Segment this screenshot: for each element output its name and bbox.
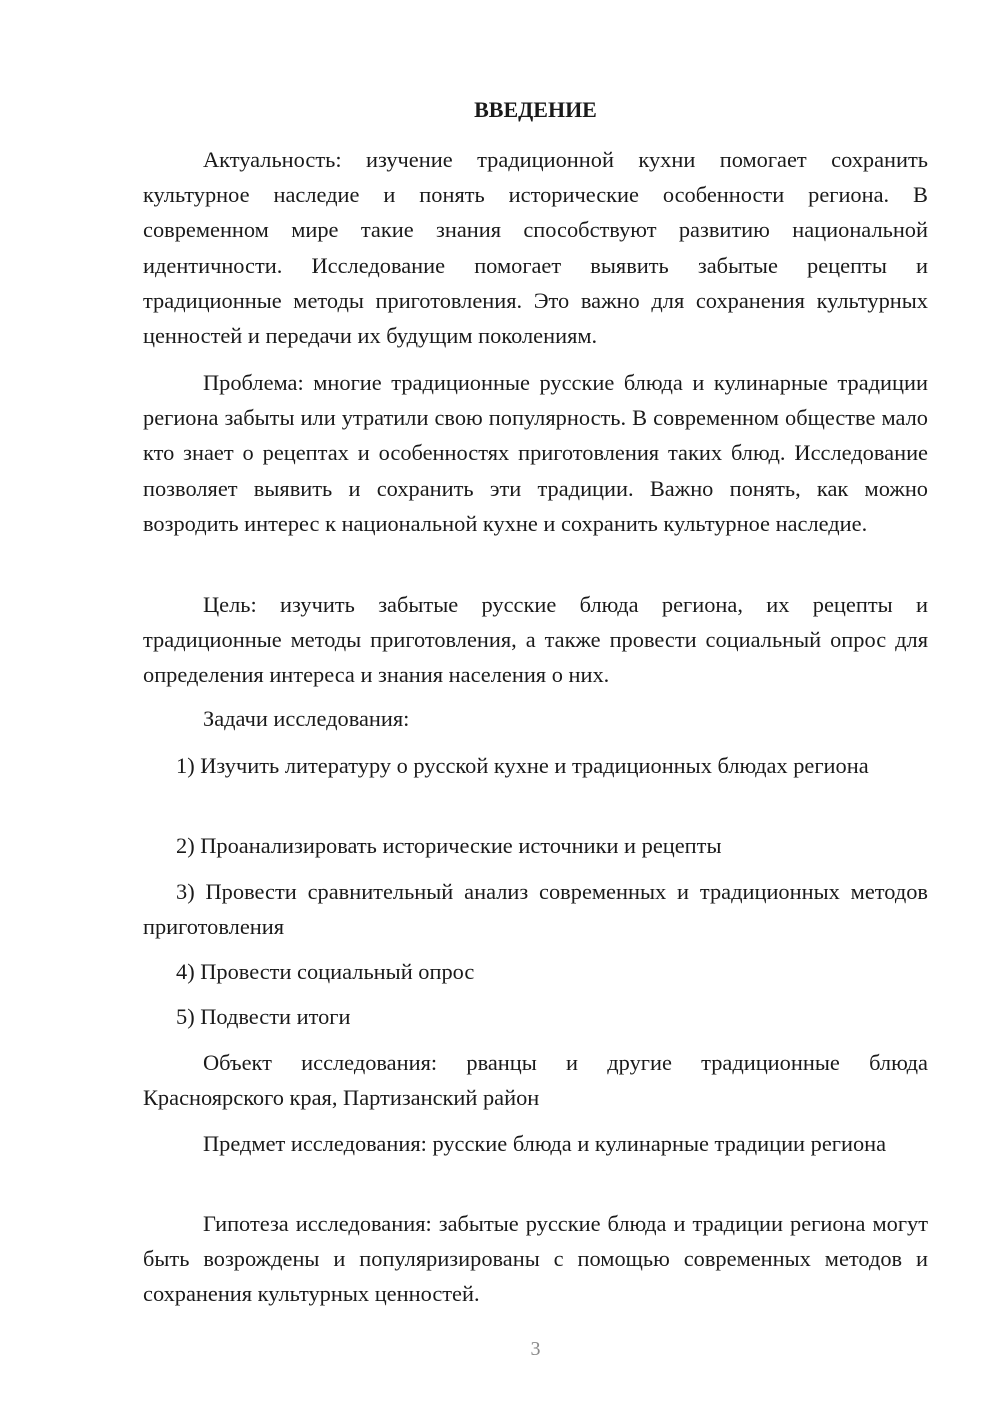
task-item-1: 1) Изучить литературу о русской кухне и традиционных блюдах региона [176, 753, 869, 778]
task-item-3: 3) Провести сравнительный анализ современных и традиционных методов приготовления [143, 879, 928, 940]
paragraph-object: Объект исследования: рванцы и другие традиционные блюда Красноярского края, Партизанский район [143, 1050, 928, 1111]
tasks-heading: Задачи исследования: [203, 706, 410, 731]
task-item-4: 4) Провести социальный опрос [176, 959, 475, 984]
page-title: ВВЕДЕНИЕ [474, 97, 597, 122]
paragraph-relevance: Актуальность: изучение традиционной кухни помогает сохранить культурное наследие и понять исторические особенности региона. В современном мире такие знания способствуют развитию национальной идентичности. Исследование помогает выявить забытые рецепты и традиционные методы приготовления. Это важно для сохранения культурных ценностей и передачи их будущим поколениям. [143, 147, 928, 349]
paragraph-subject: Предмет исследования: русские блюда и кулинарные традиции региона [203, 1131, 887, 1156]
page-number: 3 [530, 1338, 541, 1360]
paragraph-hypothesis: Гипотеза исследования: забытые русские блюда и традиции региона могут быть возрождены и популяризированы с помощью современных методов и сохранения культурных ценностей. [143, 1211, 928, 1307]
paragraph-goal: Цель: изучить забытые русские блюда региона, их рецепты и традиционные методы приготовления, а также провести социальный опрос для определения интереса и знания населения о них. [143, 592, 928, 688]
task-item-5: 5) Подвести итоги [176, 1004, 351, 1029]
paragraph-problem: Проблема: многие традиционные русские блюда и кулинарные традиции региона забыты или утратили свою популярность. В современном обществе мало кто знает о рецептах и особенностях приготовления таких блюд. Исследование позволяет выявить и сохранить эти традиции. Важно понять, как можно возродить интерес к национальной кухне и сохранить культурное наследие. [143, 370, 928, 536]
task-item-2: 2) Проанализировать исторические источники и рецепты [176, 833, 722, 858]
